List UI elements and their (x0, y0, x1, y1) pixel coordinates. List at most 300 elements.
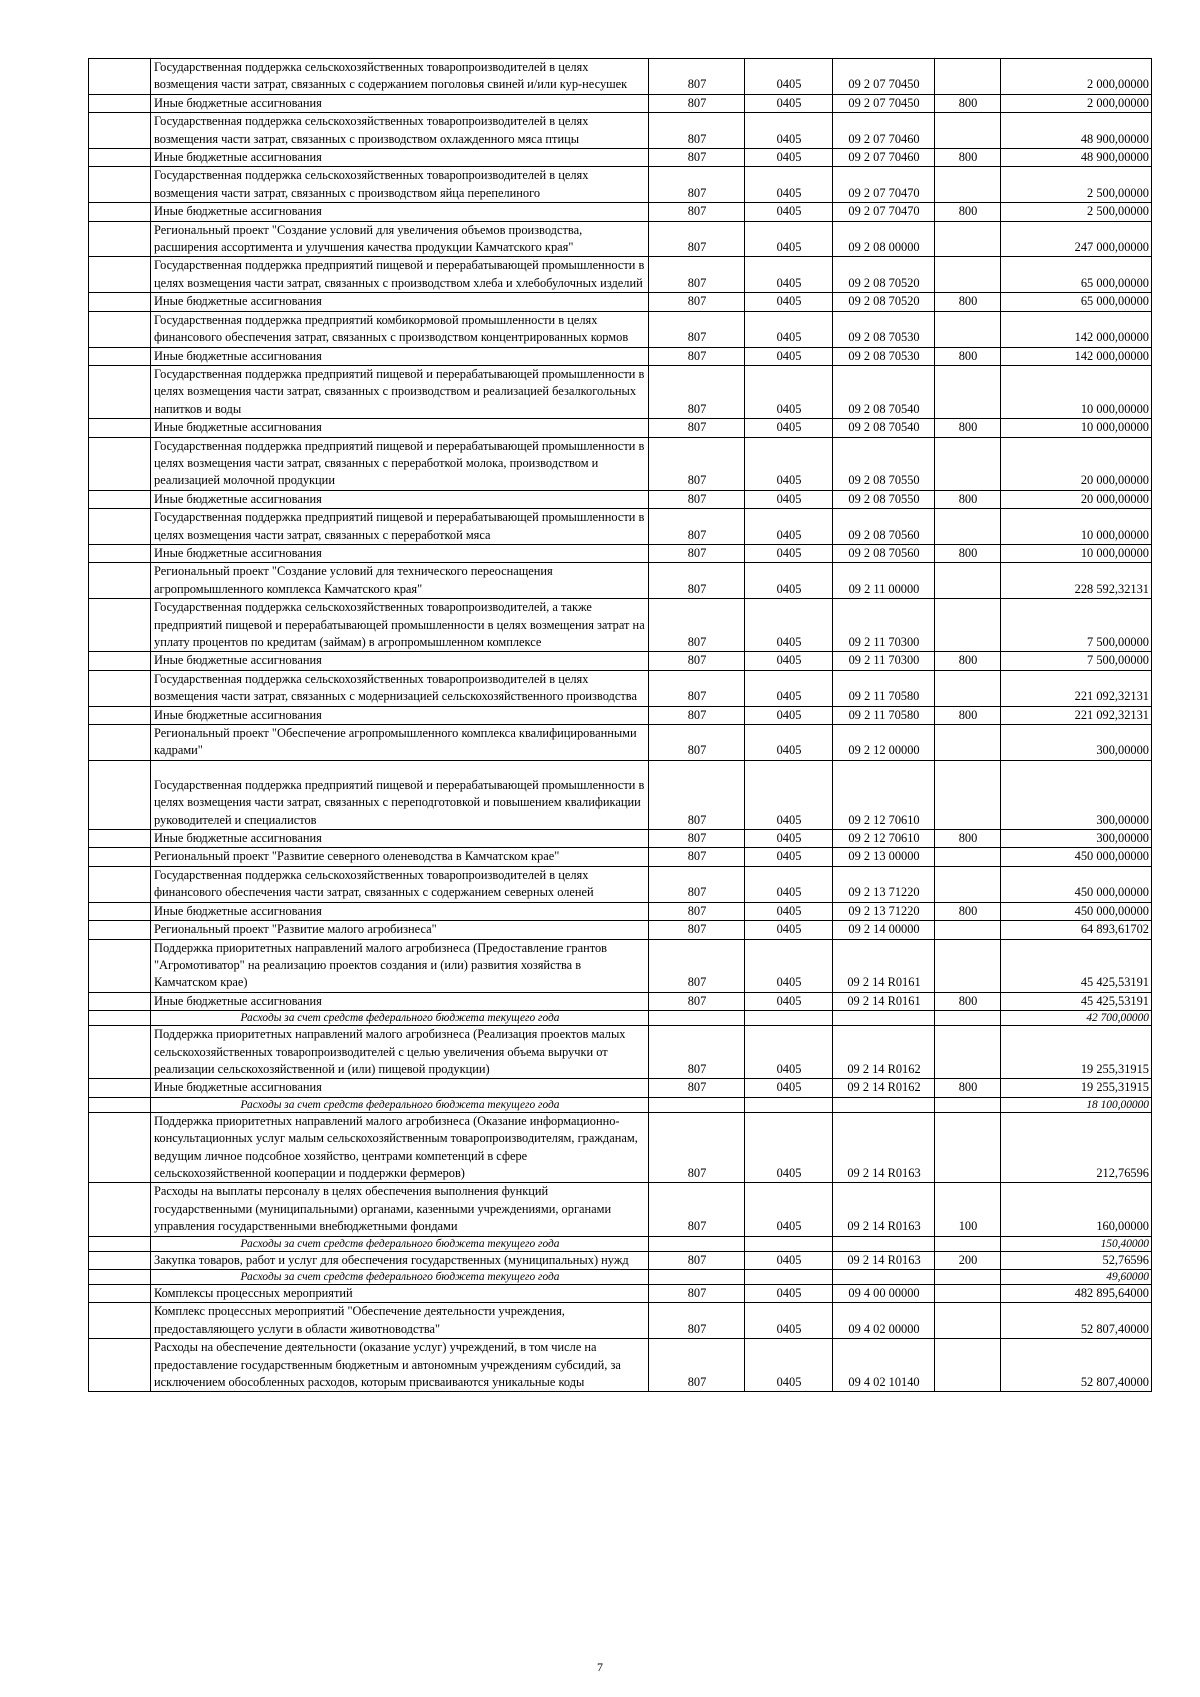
cell-rzpr: 0405 (745, 599, 833, 652)
row-spacer (89, 848, 151, 866)
cell-ved: 807 (649, 167, 745, 203)
cell-sum: 42 700,00000 (1001, 1011, 1152, 1026)
row-spacer (89, 1303, 151, 1339)
row-spacer (89, 902, 151, 920)
cell-name: Комплексы процессных мероприятий (151, 1285, 649, 1303)
cell-ved: 807 (649, 1026, 745, 1079)
cell-name: Государственная поддержка сельскохозяйственных товаропроизводителей в целях возмещения части затрат, связанных с модернизацией сельскохозяйственного производства (151, 670, 649, 706)
cell-ved: 807 (649, 509, 745, 545)
cell-ved (649, 1011, 745, 1026)
cell-ved: 807 (649, 1183, 745, 1236)
cell-vr (935, 1026, 1001, 1079)
cell-name: Государственная поддержка предприятий пищевой и перерабатывающей промышленности в целях возмещения части затрат, связанных с переработкой мяса (151, 509, 649, 545)
cell-rzpr: 0405 (745, 490, 833, 508)
cell-name: Поддержка приоритетных направлений малого агробизнеса (Предоставление грантов "Агромотиватор" на реализацию проектов создания и (или) развития хозяйства в Камчатском крае) (151, 939, 649, 992)
cell-csr: 09 4 00 00000 (833, 1285, 935, 1303)
cell-csr: 09 2 12 00000 (833, 725, 935, 761)
cell-sum: 19 255,31915 (1001, 1079, 1152, 1097)
cell-sum: 10 000,00000 (1001, 509, 1152, 545)
cell-name: Региональный проект "Обеспечение агропромышленного комплекса квалифицированными кадрами" (151, 725, 649, 761)
table-row (89, 1285, 1152, 1303)
cell-sum: 2 500,00000 (1001, 203, 1152, 221)
row-spacer (89, 311, 151, 347)
cell-rzpr: 0405 (745, 437, 833, 490)
cell-rzpr: 0405 (745, 311, 833, 347)
cell-csr: 09 2 12 70610 (833, 830, 935, 848)
table-row (89, 652, 1152, 670)
table-row (89, 1112, 1152, 1183)
cell-vr: 200 (935, 1251, 1001, 1269)
cell-name: Расходы за счет средств федерального бюджета текущего года (151, 1011, 649, 1026)
cell-rzpr: 0405 (745, 203, 833, 221)
cell-name: Государственная поддержка сельскохозяйственных товаропроизводителей в целях возмещения части затрат, связанных с производством охлажденного мяса птицы (151, 113, 649, 149)
cell-rzpr: 0405 (745, 1285, 833, 1303)
table-row (89, 1183, 1152, 1236)
table-row (89, 419, 1152, 437)
page-number: 7 (597, 1660, 603, 1674)
cell-ved: 807 (649, 563, 745, 599)
cell-vr (935, 1339, 1001, 1392)
federal-subtotal-row (89, 1270, 1152, 1285)
cell-rzpr: 0405 (745, 706, 833, 724)
cell-rzpr: 0405 (745, 992, 833, 1010)
cell-csr: 09 2 14 R0163 (833, 1183, 935, 1236)
cell-rzpr: 0405 (745, 544, 833, 562)
cell-sum: 10 000,00000 (1001, 365, 1152, 418)
cell-ved: 807 (649, 94, 745, 112)
cell-rzpr: 0405 (745, 1112, 833, 1183)
cell-vr (935, 1270, 1001, 1285)
cell-name: Государственная поддержка предприятий пищевой и перерабатывающей промышленности в целях возмещения части затрат, связанных с переработкой молока, производством и реализацией молочной продукции (151, 437, 649, 490)
cell-csr: 09 4 02 10140 (833, 1339, 935, 1392)
cell-rzpr (745, 1236, 833, 1251)
budget-table (88, 58, 1152, 1392)
row-spacer (89, 992, 151, 1010)
cell-rzpr: 0405 (745, 257, 833, 293)
cell-name: Государственная поддержка предприятий пищевой и перерабатывающей промышленности в целях возмещения части затрат, связанных с переподготовкой и повышением квалификации руководителей и специалистов (151, 760, 649, 829)
cell-vr (935, 1303, 1001, 1339)
cell-ved: 807 (649, 706, 745, 724)
cell-csr: 09 2 11 70580 (833, 706, 935, 724)
cell-sum: 300,00000 (1001, 830, 1152, 848)
row-spacer (89, 419, 151, 437)
cell-name: Региональный проект "Создание условий для технического переоснащения агропромышленного комплекса Камчатского края" (151, 563, 649, 599)
cell-vr (935, 167, 1001, 203)
cell-rzpr: 0405 (745, 1026, 833, 1079)
cell-vr (935, 1285, 1001, 1303)
cell-ved: 807 (649, 347, 745, 365)
row-spacer (89, 1339, 151, 1392)
row-spacer (89, 59, 151, 95)
cell-csr: 09 2 14 R0161 (833, 939, 935, 992)
cell-rzpr: 0405 (745, 1303, 833, 1339)
cell-name: Расходы за счет средств федерального бюджета текущего года (151, 1236, 649, 1251)
federal-subtotal-row (89, 1011, 1152, 1026)
cell-ved: 807 (649, 939, 745, 992)
cell-csr: 09 2 07 70450 (833, 94, 935, 112)
cell-rzpr: 0405 (745, 939, 833, 992)
cell-csr: 09 2 13 71220 (833, 902, 935, 920)
cell-name: Иные бюджетные ассигнования (151, 490, 649, 508)
cell-ved: 807 (649, 149, 745, 167)
cell-name: Расходы за счет средств федерального бюджета текущего года (151, 1270, 649, 1285)
cell-rzpr: 0405 (745, 419, 833, 437)
cell-ved: 807 (649, 725, 745, 761)
cell-sum: 45 425,53191 (1001, 939, 1152, 992)
cell-ved: 807 (649, 311, 745, 347)
cell-vr: 800 (935, 293, 1001, 311)
table-row (89, 563, 1152, 599)
cell-ved (649, 1270, 745, 1285)
table-row (89, 992, 1152, 1010)
cell-csr: 09 2 14 R0163 (833, 1112, 935, 1183)
cell-rzpr: 0405 (745, 1079, 833, 1097)
table-row (89, 311, 1152, 347)
table-row (89, 902, 1152, 920)
cell-rzpr: 0405 (745, 921, 833, 939)
cell-csr: 09 2 08 70540 (833, 419, 935, 437)
cell-ved: 807 (649, 437, 745, 490)
cell-name: Государственная поддержка сельскохозяйственных товаропроизводителей в целях финансового обеспечения части затрат, связанных с содержанием северных оленей (151, 866, 649, 902)
cell-rzpr: 0405 (745, 113, 833, 149)
table-row (89, 866, 1152, 902)
cell-vr (935, 437, 1001, 490)
cell-csr: 09 2 08 70540 (833, 365, 935, 418)
cell-sum: 52 807,40000 (1001, 1303, 1152, 1339)
cell-csr: 09 2 08 70520 (833, 257, 935, 293)
cell-sum: 142 000,00000 (1001, 311, 1152, 347)
table-row (89, 848, 1152, 866)
cell-vr: 800 (935, 544, 1001, 562)
row-spacer (89, 257, 151, 293)
cell-sum: 18 100,00000 (1001, 1097, 1152, 1112)
cell-csr (833, 1097, 935, 1112)
row-spacer (89, 1097, 151, 1112)
cell-sum: 65 000,00000 (1001, 257, 1152, 293)
table-row (89, 921, 1152, 939)
table-row (89, 1303, 1152, 1339)
row-spacer (89, 113, 151, 149)
table-row (89, 725, 1152, 761)
row-spacer (89, 1270, 151, 1285)
cell-csr: 09 2 11 00000 (833, 563, 935, 599)
row-spacer (89, 221, 151, 257)
cell-vr (935, 1112, 1001, 1183)
cell-name: Поддержка приоритетных направлений малого агробизнеса (Реализация проектов малых сельскохозяйственных товаропроизводителей с целью увеличения объема выручки от реализации сельскохозяйственной и (или) пищевой продукции) (151, 1026, 649, 1079)
cell-vr (935, 848, 1001, 866)
cell-ved: 807 (649, 921, 745, 939)
cell-name: Иные бюджетные ассигнования (151, 347, 649, 365)
cell-sum: 7 500,00000 (1001, 599, 1152, 652)
cell-ved: 807 (649, 59, 745, 95)
cell-vr: 800 (935, 706, 1001, 724)
row-spacer (89, 1026, 151, 1079)
cell-vr: 800 (935, 203, 1001, 221)
cell-sum: 142 000,00000 (1001, 347, 1152, 365)
cell-csr: 09 2 08 70550 (833, 437, 935, 490)
row-spacer (89, 437, 151, 490)
cell-vr (935, 113, 1001, 149)
row-spacer (89, 670, 151, 706)
cell-sum: 160,00000 (1001, 1183, 1152, 1236)
cell-name: Иные бюджетные ассигнования (151, 149, 649, 167)
cell-name: Иные бюджетные ассигнования (151, 94, 649, 112)
table-row (89, 59, 1152, 95)
cell-rzpr: 0405 (745, 221, 833, 257)
cell-sum: 10 000,00000 (1001, 419, 1152, 437)
cell-vr: 800 (935, 902, 1001, 920)
cell-ved: 807 (649, 544, 745, 562)
row-spacer (89, 921, 151, 939)
row-spacer (89, 706, 151, 724)
cell-name: Поддержка приоритетных направлений малого агробизнеса (Оказание информационно-консультационных услуг малым сельскохозяйственным товаропроизводителям, гражданам, ведущим личное подсобное хозяйство, центрами компетенций в сфере сельскохозяйственной кооперации и поддержки фермеров) (151, 1112, 649, 1183)
cell-sum: 300,00000 (1001, 760, 1152, 829)
table-row (89, 293, 1152, 311)
cell-ved: 807 (649, 992, 745, 1010)
cell-vr (935, 1011, 1001, 1026)
cell-name: Государственная поддержка сельскохозяйственных товаропроизводителей в целях возмещения части затрат, связанных с содержанием поголовья свиней и/или кур-несушек (151, 59, 649, 95)
row-spacer (89, 563, 151, 599)
cell-rzpr: 0405 (745, 866, 833, 902)
cell-ved: 807 (649, 652, 745, 670)
cell-vr (935, 59, 1001, 95)
cell-vr (935, 563, 1001, 599)
cell-csr: 09 2 07 70470 (833, 203, 935, 221)
cell-name: Региональный проект "Создание условий для увеличения объемов производства, расширения ассортимента и улучшения качества продукции Камчатского края" (151, 221, 649, 257)
cell-ved: 807 (649, 365, 745, 418)
cell-vr: 100 (935, 1183, 1001, 1236)
table-row (89, 257, 1152, 293)
cell-vr (935, 599, 1001, 652)
cell-ved: 807 (649, 866, 745, 902)
cell-csr: 09 2 12 70610 (833, 760, 935, 829)
cell-name: Иные бюджетные ассигнования (151, 419, 649, 437)
cell-rzpr: 0405 (745, 1251, 833, 1269)
table-row (89, 113, 1152, 149)
cell-sum: 10 000,00000 (1001, 544, 1152, 562)
cell-name: Иные бюджетные ассигнования (151, 544, 649, 562)
row-spacer (89, 1011, 151, 1026)
cell-ved: 807 (649, 1285, 745, 1303)
cell-sum: 19 255,31915 (1001, 1026, 1152, 1079)
cell-vr: 800 (935, 419, 1001, 437)
cell-sum: 450 000,00000 (1001, 866, 1152, 902)
cell-csr: 09 2 08 70560 (833, 509, 935, 545)
cell-name: Расходы на обеспечение деятельности (оказание услуг) учреждений, в том числе на предоставление государственным бюджетным и автономным учреждениям субсидий, за исключением обособленных расходов, которым присваиваются уникальные коды (151, 1339, 649, 1392)
row-spacer (89, 652, 151, 670)
cell-rzpr: 0405 (745, 1339, 833, 1392)
cell-csr: 09 4 02 00000 (833, 1303, 935, 1339)
row-spacer (89, 544, 151, 562)
table-row (89, 490, 1152, 508)
cell-name: Государственная поддержка сельскохозяйственных товаропроизводителей, а также предприятий пищевой и перерабатывающей промышленности в целях возмещения затрат на уплату процентов по кредитам (займам) в агропромышленном комплексе (151, 599, 649, 652)
cell-csr: 09 2 14 R0162 (833, 1079, 935, 1097)
cell-csr: 09 2 08 70530 (833, 311, 935, 347)
table-row (89, 670, 1152, 706)
cell-sum: 48 900,00000 (1001, 113, 1152, 149)
cell-sum: 482 895,64000 (1001, 1285, 1152, 1303)
cell-ved: 807 (649, 1251, 745, 1269)
cell-sum: 221 092,32131 (1001, 706, 1152, 724)
cell-csr: 09 2 07 70450 (833, 59, 935, 95)
cell-vr (935, 670, 1001, 706)
cell-rzpr: 0405 (745, 509, 833, 545)
cell-rzpr (745, 1011, 833, 1026)
table-row (89, 1251, 1152, 1269)
cell-name: Иные бюджетные ассигнования (151, 652, 649, 670)
cell-rzpr: 0405 (745, 725, 833, 761)
cell-sum: 2 000,00000 (1001, 59, 1152, 95)
cell-sum: 45 425,53191 (1001, 992, 1152, 1010)
cell-sum: 221 092,32131 (1001, 670, 1152, 706)
row-spacer (89, 866, 151, 902)
cell-ved: 807 (649, 760, 745, 829)
cell-ved: 807 (649, 848, 745, 866)
federal-subtotal-row (89, 1236, 1152, 1251)
federal-subtotal-row (89, 1097, 1152, 1112)
cell-vr: 800 (935, 490, 1001, 508)
cell-ved: 807 (649, 490, 745, 508)
table-row (89, 1339, 1152, 1392)
cell-ved: 807 (649, 257, 745, 293)
table-row (89, 437, 1152, 490)
row-spacer (89, 203, 151, 221)
cell-vr (935, 939, 1001, 992)
cell-ved: 807 (649, 1303, 745, 1339)
row-spacer (89, 725, 151, 761)
cell-csr (833, 1011, 935, 1026)
cell-rzpr: 0405 (745, 760, 833, 829)
cell-ved (649, 1236, 745, 1251)
cell-sum: 49,60000 (1001, 1270, 1152, 1285)
cell-name: Государственная поддержка предприятий пищевой и перерабатывающей промышленности в целях возмещения части затрат, связанных с производством хлеба и хлебобулочных изделий (151, 257, 649, 293)
cell-vr (935, 311, 1001, 347)
table-body (89, 59, 1152, 1392)
cell-sum: 450 000,00000 (1001, 848, 1152, 866)
cell-ved: 807 (649, 293, 745, 311)
cell-ved: 807 (649, 1112, 745, 1183)
table-row (89, 221, 1152, 257)
row-spacer (89, 830, 151, 848)
table-row (89, 203, 1152, 221)
table-row (89, 760, 1152, 829)
cell-sum: 2 500,00000 (1001, 167, 1152, 203)
cell-rzpr (745, 1270, 833, 1285)
cell-csr (833, 1236, 935, 1251)
cell-name: Государственная поддержка сельскохозяйственных товаропроизводителей в целях возмещения части затрат, связанных с производством яйца перепелиного (151, 167, 649, 203)
cell-name: Иные бюджетные ассигнования (151, 203, 649, 221)
cell-rzpr: 0405 (745, 670, 833, 706)
cell-name: Региональный проект "Развитие северного оленеводства в Камчатском крае" (151, 848, 649, 866)
table-row (89, 509, 1152, 545)
cell-sum: 228 592,32131 (1001, 563, 1152, 599)
row-spacer (89, 365, 151, 418)
row-spacer (89, 1112, 151, 1183)
cell-vr: 800 (935, 1079, 1001, 1097)
cell-name: Иные бюджетные ассигнования (151, 293, 649, 311)
cell-rzpr (745, 1097, 833, 1112)
cell-csr (833, 1270, 935, 1285)
cell-sum: 300,00000 (1001, 725, 1152, 761)
cell-name: Государственная поддержка предприятий пищевой и перерабатывающей промышленности в целях возмещения части затрат, связанных с производством и реализацией безалкогольных напитков и воды (151, 365, 649, 418)
table-row (89, 94, 1152, 112)
cell-rzpr: 0405 (745, 59, 833, 95)
cell-csr: 09 2 14 00000 (833, 921, 935, 939)
row-spacer (89, 1183, 151, 1236)
cell-ved: 807 (649, 830, 745, 848)
cell-name: Государственная поддержка предприятий комбикормовой промышленности в целях финансового обеспечения затрат, связанных с производством концентрированных кормов (151, 311, 649, 347)
cell-vr (935, 725, 1001, 761)
cell-csr: 09 2 11 70300 (833, 599, 935, 652)
row-spacer (89, 1251, 151, 1269)
cell-csr: 09 2 11 70300 (833, 652, 935, 670)
cell-vr (935, 760, 1001, 829)
cell-rzpr: 0405 (745, 830, 833, 848)
cell-sum: 20 000,00000 (1001, 437, 1152, 490)
table-row (89, 830, 1152, 848)
cell-name: Иные бюджетные ассигнования (151, 830, 649, 848)
cell-rzpr: 0405 (745, 365, 833, 418)
cell-vr: 800 (935, 347, 1001, 365)
cell-ved: 807 (649, 419, 745, 437)
cell-sum: 450 000,00000 (1001, 902, 1152, 920)
row-spacer (89, 760, 151, 829)
table-row (89, 347, 1152, 365)
cell-vr: 800 (935, 830, 1001, 848)
cell-rzpr: 0405 (745, 94, 833, 112)
cell-name: Комплекс процессных мероприятий "Обеспечение деятельности учреждения, предоставляющего услуги в области животноводства" (151, 1303, 649, 1339)
row-spacer (89, 149, 151, 167)
table-row (89, 544, 1152, 562)
cell-name: Иные бюджетные ассигнования (151, 902, 649, 920)
table-row (89, 599, 1152, 652)
cell-vr (935, 365, 1001, 418)
cell-name: Региональный проект "Развитие малого агробизнеса" (151, 921, 649, 939)
cell-csr: 09 2 13 00000 (833, 848, 935, 866)
row-spacer (89, 509, 151, 545)
cell-vr (935, 921, 1001, 939)
cell-rzpr: 0405 (745, 848, 833, 866)
cell-ved: 807 (649, 1079, 745, 1097)
cell-csr: 09 2 08 70560 (833, 544, 935, 562)
cell-vr (935, 1097, 1001, 1112)
cell-name: Расходы на выплаты персоналу в целях обеспечения выполнения функций государственными (муниципальными) органами, казенными учреждениями, органами управления государственными внебюджетными фондами (151, 1183, 649, 1236)
row-spacer (89, 490, 151, 508)
table-row (89, 939, 1152, 992)
cell-sum: 7 500,00000 (1001, 652, 1152, 670)
cell-vr (935, 257, 1001, 293)
cell-csr: 09 2 11 70580 (833, 670, 935, 706)
table-row (89, 167, 1152, 203)
cell-ved: 807 (649, 221, 745, 257)
cell-ved: 807 (649, 670, 745, 706)
table-row (89, 1079, 1152, 1097)
cell-csr: 09 2 14 R0163 (833, 1251, 935, 1269)
cell-name: Иные бюджетные ассигнования (151, 706, 649, 724)
cell-rzpr: 0405 (745, 1183, 833, 1236)
cell-rzpr: 0405 (745, 293, 833, 311)
row-spacer (89, 167, 151, 203)
cell-sum: 48 900,00000 (1001, 149, 1152, 167)
row-spacer (89, 1079, 151, 1097)
table-row (89, 365, 1152, 418)
table-row (89, 149, 1152, 167)
cell-csr: 09 2 08 00000 (833, 221, 935, 257)
cell-csr: 09 2 14 R0161 (833, 992, 935, 1010)
cell-vr: 800 (935, 149, 1001, 167)
cell-vr (935, 1236, 1001, 1251)
cell-csr: 09 2 08 70550 (833, 490, 935, 508)
